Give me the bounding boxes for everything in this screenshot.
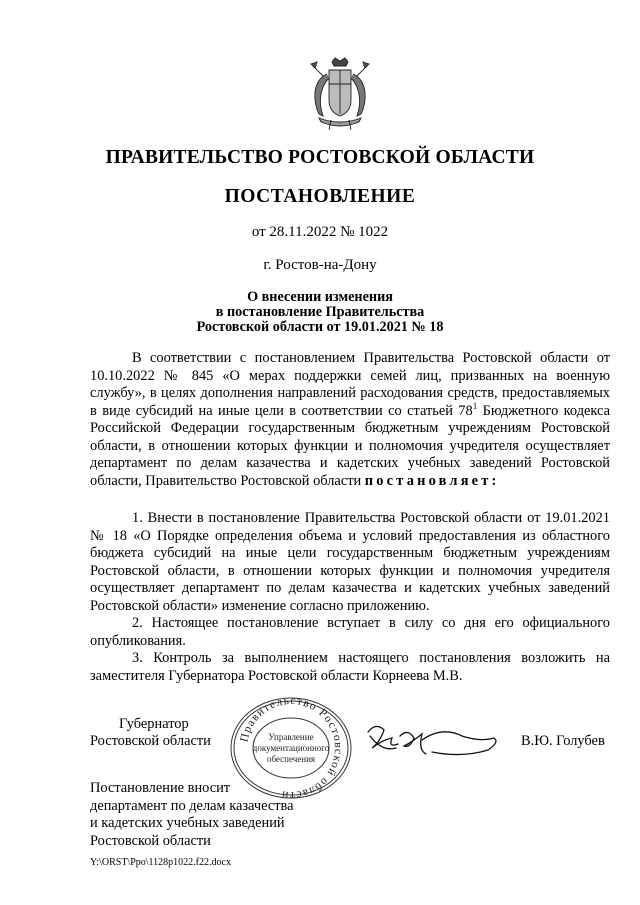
stamp-ring-text: Правительство Ростовской области <box>238 695 345 802</box>
submitting-department <box>90 780 294 850</box>
coat-of-arms-icon <box>305 56 375 132</box>
stamp-inner-line: документационного <box>252 743 330 753</box>
handwritten-signature <box>362 718 502 760</box>
decree-item: 2. Настоящее постановление вступает в силу со дня его официального опубликования. <box>90 615 610 649</box>
decree-items <box>90 510 610 685</box>
signatory-name: В.Ю. Голубев <box>521 733 605 749</box>
city: г. Ростов-на-Дону <box>263 257 377 273</box>
preamble-paragraph <box>90 350 610 490</box>
resolves-keyword: постановляет: <box>364 472 500 489</box>
stamp-inner-line: Управление <box>268 732 314 742</box>
signatory-region: Ростовской области <box>90 733 211 749</box>
sender-line: Постановление вносит <box>90 780 231 796</box>
sender-line: департамент по делам казачества <box>90 797 294 814</box>
document-subject <box>0 290 640 335</box>
preamble-text-continued: Бюджетного кодекса Российской Федерации государственным бюджетным учреждениям Ростовской области, в отношении которых функции и полномочия учредителя осуществляет департамент по делам казачества и кадетских учебных заведений Ростовской области, Правительство Ростовской области <box>90 402 610 489</box>
signatory-title: Губернатор <box>119 716 189 732</box>
article-superscript: 1 <box>472 400 478 411</box>
decree-item: 1. Внести в постановление Правительства Ростовской области от 19.01.2021 № 18 «О Порядке определения объема и условий предоставления из областного бюджета субсидий на иные цели государственным бюджетным учреждениям Ростовской области, в отношении которых функции и полномочия учредителя осуществляет департамент по делам казачества и кадетских учебных заведений Ростовской области» изменение согласно приложению. <box>90 510 610 614</box>
preamble-text: В соответствии с постановлением Правительства Ростовской области от 10.10.2022 № 845 «О мерах поддержки семей лиц, призванных на военную службу», в целях дополнения направлений расходования средств, предоставляемых в виде субсидий на иные цели в соответствии со статьей 78 <box>90 350 610 419</box>
government-name: ПРАВИТЕЛЬСТВО РОСТОВСКОЙ ОБЛАСТИ <box>105 147 535 168</box>
sender-line: и кадетских учебных заведений <box>90 815 285 831</box>
document-type: ПОСТАНОВЛЕНИЕ <box>224 186 416 207</box>
subject-line: О внесении изменения <box>247 289 393 305</box>
subject-line: в постановление Правительства <box>215 304 425 320</box>
sender-line: Ростовской области <box>90 832 211 849</box>
date-and-number: от 28.11.2022 № 1022 <box>251 224 389 240</box>
subject-line: Ростовской области от 19.01.2021 № 18 <box>196 319 444 335</box>
file-path: Y:\ORST\Ppo\1128p1022.f22.docx <box>90 857 231 868</box>
decree-item: 3. Контроль за выполнением настоящего постановления возложить на заместителя Губернатора Ростовской области Корнеева М.В. <box>90 650 610 684</box>
stamp-inner-line: обеспечения <box>266 754 316 764</box>
